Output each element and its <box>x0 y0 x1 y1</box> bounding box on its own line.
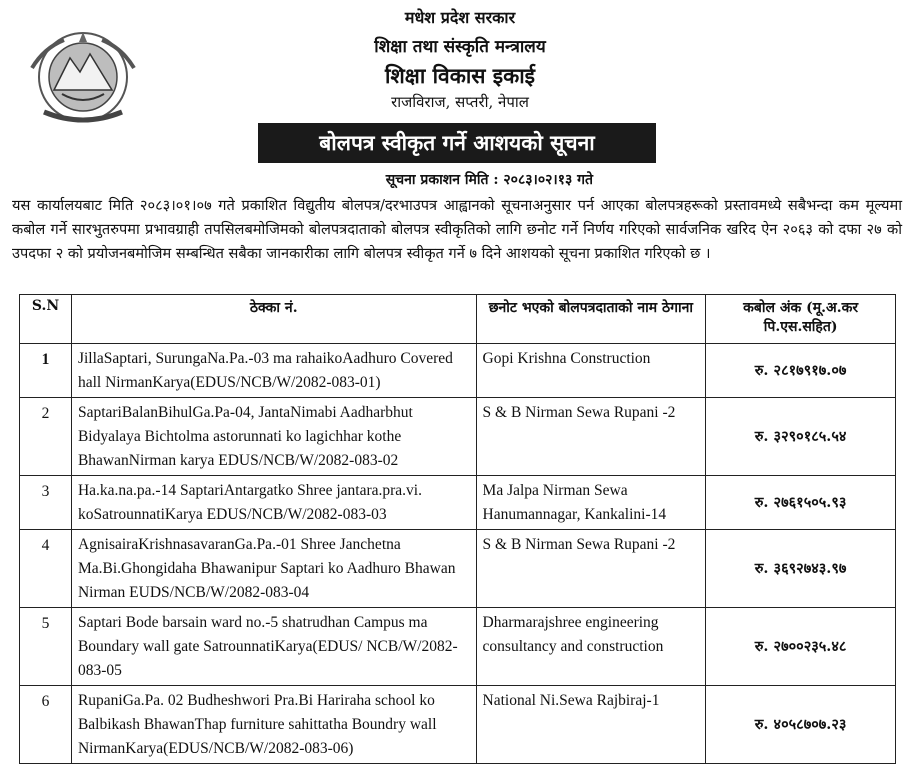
header-contract: ठेक्का नं. <box>71 295 476 344</box>
row-amount: रु. २८१७९१७.०७ <box>706 344 896 398</box>
office-address: राजविराज, सप्तरी, नेपाल <box>391 93 529 111</box>
row-sn: 1 <box>20 344 72 398</box>
publish-date: सूचना प्रकाशन मिति : २०८३।०२।१३ गते <box>385 172 593 188</box>
row-bidder: S & B Nirman Sewa Rupani -2 <box>476 530 706 608</box>
row-contract: RupaniGa.Pa. 02 Budheshwori Pra.Bi Hariraha school ko Balbikash BhawanThap furniture sahittatha Boundry wall NirmanKarya(EDUS/NCB/W/2082-083-06) <box>71 686 476 764</box>
header-amount: कबोल अंक (मू.अ.कर पि.एस.सहित) <box>706 295 896 344</box>
row-sn: 2 <box>20 398 72 476</box>
row-contract: SaptariBalanBihulGa.Pa-04, JantaNimabi Aadharbhut Bidyalaya Bichtolma astorunnati ko lagichhar kothe BhawanNirman karya EDUS/NCB/W/2082-083-02 <box>71 398 476 476</box>
table-row <box>20 398 896 476</box>
row-contract: Ha.ka.na.pa.-14 SaptariAntargatko Shree jantara.pra.vi. koSatrounnatiKarya EDUS/NCB/W/2082-083-03 <box>71 476 476 530</box>
ministry-name: शिक्षा तथा संस्कृति मन्त्रालय <box>374 37 546 57</box>
row-bidder: National Ni.Sewa Rajbiraj-1 <box>476 686 706 764</box>
row-amount: रु. ३२९०१८५.५४ <box>706 398 896 476</box>
office-name: शिक्षा विकास इकाई <box>385 63 535 88</box>
table-row <box>20 686 896 764</box>
table-header-row <box>20 295 896 344</box>
table-row <box>20 530 896 608</box>
row-bidder: Gopi Krishna Construction <box>476 344 706 398</box>
row-sn: 6 <box>20 686 72 764</box>
row-amount: रु. २७००२३५.४८ <box>706 608 896 686</box>
bid-table <box>19 294 896 764</box>
row-bidder: Ma Jalpa Nirman Sewa Hanumannagar, Kankalini-14 <box>476 476 706 530</box>
notice-title: बोलपत्र स्वीकृत गर्ने आशयको सूचना <box>258 123 656 163</box>
table-row <box>20 344 896 398</box>
row-sn: 4 <box>20 530 72 608</box>
row-contract: JillaSaptari, SurungaNa.Pa.-03 ma rahaikoAadhuro Covered hall NirmanKarya(EDUS/NCB/W/2082-083-01) <box>71 344 476 398</box>
notice-body: यस कार्यालयबाट मिति २०८३।०१।०७ गते प्रकाशित विद्युतीय बोलपत्र/दरभाउपत्र आह्वानको सूचनाअनुसार पर्न आएका बोलपत्रहरूको प्रस्तावमध्ये सबैभन्दा कम मूल्यमा कबोल गर्ने सारभुतरुपमा प्रभावग्राही तपसिलबमोजिमको बोलपत्रदाताको बोलपत्र स्वीकृतिको लागि छनोट गर्ने निर्णय गरिएको सार्वजनिक खरिद ऐन २०६३ को दफा २७ को उपदफा २ को प्रयोजनबमोजिम सम्बन्धित सबैका जानकारीका लागि बोलपत्र स्वीकृत गर्ने ७ दिने आशयको सूचना प्रकाशित गरिएको छ । <box>12 197 902 262</box>
row-contract: AgnisairaKrishnasavaranGa.Pa.-01 Shree Janchetna Ma.Bi.Ghongidaha Bhawanipur Saptari ko Aadhuro Bhawan Nirman EUDS/NCB/W/2082-083-04 <box>71 530 476 608</box>
row-contract: Saptari Bode barsain ward no.-5 shatrudhan Campus ma Boundary wall gate SatrounnatiKarya(EDUS/ NCB/W/2082-083-05 <box>71 608 476 686</box>
row-sn: 3 <box>20 476 72 530</box>
row-sn: 5 <box>20 608 72 686</box>
header-bidder: छनोट भएको बोलपत्रदाताको नाम ठेगाना <box>476 295 706 344</box>
row-bidder: S & B Nirman Sewa Rupani -2 <box>476 398 706 476</box>
table-row <box>20 608 896 686</box>
table-row <box>20 476 896 530</box>
header-sn: S.N <box>20 295 72 344</box>
row-amount: रु. ३६९२७४३.९७ <box>706 530 896 608</box>
row-bidder: Dharmarajshree engineering consultancy and construction <box>476 608 706 686</box>
row-amount: रु. ४०५८७०७.२३ <box>706 686 896 764</box>
row-amount: रु. २७६१५०५.९३ <box>706 476 896 530</box>
nepal-government-emblem <box>24 28 142 126</box>
government-name: मधेश प्रदेश सरकार <box>404 8 516 27</box>
